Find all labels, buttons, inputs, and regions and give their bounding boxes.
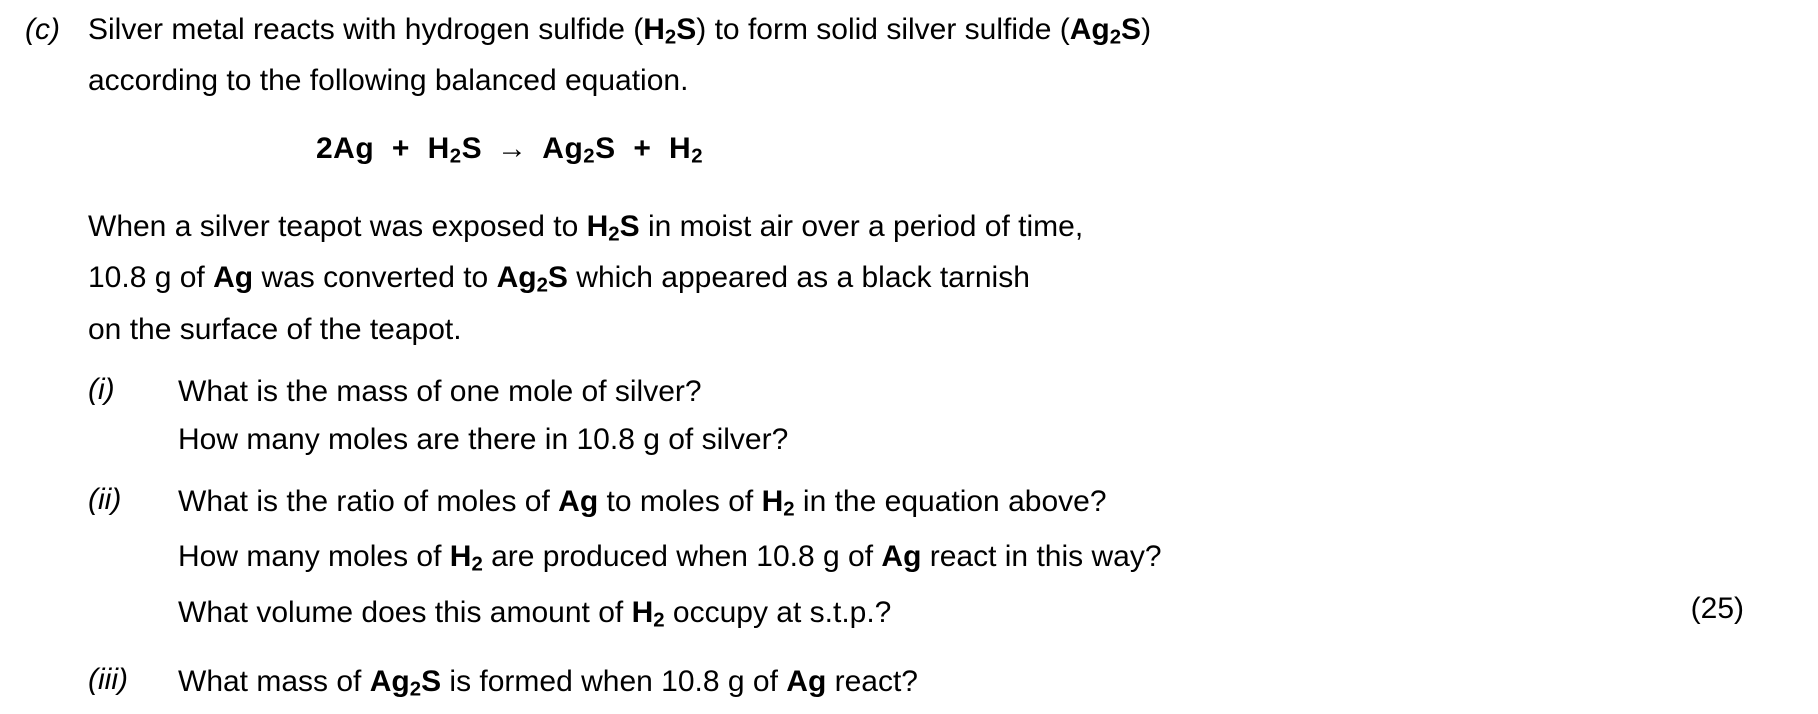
text-seg: What mass of: [178, 665, 370, 699]
formula-ag2s: $Ag_2S$: [1069, 13, 1142, 49]
text-seg: What is the ratio of moles of: [178, 484, 559, 518]
formula-h2: $H_2$: [449, 540, 483, 576]
formula-h2: $H_2$: [631, 595, 665, 632]
text-seg: occupy at s.t.p.?: [664, 595, 892, 629]
formula-ag2s: $Ag_2S$: [369, 665, 442, 701]
subquestion-ii-line-2: [178, 533, 1778, 588]
question-part-c: [0, 8, 1818, 714]
subquestion-label-ii: (ii): [88, 482, 122, 516]
subquestion-iii: [88, 658, 1778, 713]
subquestion-ii-line-3: [178, 589, 1778, 644]
intro-text-3: ): [1141, 13, 1152, 46]
subquestion-ii: [88, 478, 1778, 644]
formula-h2s-context: $H_2S$: [586, 209, 640, 246]
intro-line-2: according to the following balanced equation.: [88, 64, 689, 98]
context-line-2e: which appeared as a black tarnish: [567, 261, 1030, 295]
subquestion-ii-lines: [178, 478, 1778, 644]
intro-text-1: Silver metal reacts with hydrogen sulfide (: [88, 13, 644, 46]
equation-product-2: $H_2$: [669, 132, 704, 168]
balanced-equation: [88, 127, 1778, 178]
intro-text-2: ) to form solid silver sulfide (: [696, 13, 1070, 46]
equation-reactant-1: 2Ag: [316, 132, 375, 166]
text-seg: to moles of: [598, 484, 762, 518]
equation-arrow: →: [496, 132, 528, 166]
subquestion-i: [88, 368, 1778, 464]
text-seg: are produced when 10.8 g of: [482, 540, 882, 574]
question-body: [88, 8, 1818, 714]
subquestion-i-line-2: How many moles are there in 10.8 g of silver?: [178, 422, 789, 456]
formula-ag2s-context: $Ag_2S$: [496, 261, 568, 297]
equation-reactant-2: $H_2S$: [427, 132, 483, 168]
question-context: [88, 205, 1778, 352]
text-seg: react?: [826, 665, 918, 699]
text-seg: What volume does this amount of: [178, 595, 632, 629]
subquestion-i-lines: [178, 368, 1778, 464]
context-line-3: on the surface of the teapot.: [88, 312, 462, 346]
equation-plus-2: +: [633, 132, 652, 166]
formula-ag: Ag: [786, 665, 827, 699]
text-seg: is formed when 10.8 g of: [441, 665, 787, 699]
subquestion-iii-lines: [178, 658, 1778, 713]
subquestion-label-i: (i): [88, 372, 115, 406]
subquestion-ii-line-1: [178, 478, 1778, 533]
context-line-1a: When a silver teapot was exposed to: [88, 209, 587, 243]
equation-product-1: $Ag_2S$: [542, 132, 616, 168]
context-line-2c: was converted to: [253, 261, 497, 295]
marks-allocation: (25): [1690, 592, 1744, 625]
subquestion-i-line-1: What is the mass of one mole of silver?: [178, 374, 702, 408]
formula-ag: Ag: [558, 484, 599, 518]
formula-ag: Ag: [881, 540, 922, 574]
part-label-c: (c): [25, 13, 60, 46]
subquestion-label-iii: (iii): [88, 663, 128, 697]
context-line-1c: in moist air over a period of time,: [639, 209, 1084, 243]
text-seg: react in this way?: [921, 540, 1162, 574]
question-intro: [88, 8, 1318, 103]
equation-plus-1: +: [391, 132, 410, 166]
text-seg: How many moles of: [178, 540, 450, 574]
formula-h2: $H_2$: [761, 484, 795, 521]
text-seg: in the equation above?: [794, 484, 1107, 518]
context-line-2a: 10.8 g of: [88, 261, 214, 295]
formula-h2s: $H_2S$: [643, 13, 697, 49]
formula-ag-context: Ag: [213, 261, 254, 295]
subquestion-iii-line-1: [178, 658, 1778, 713]
